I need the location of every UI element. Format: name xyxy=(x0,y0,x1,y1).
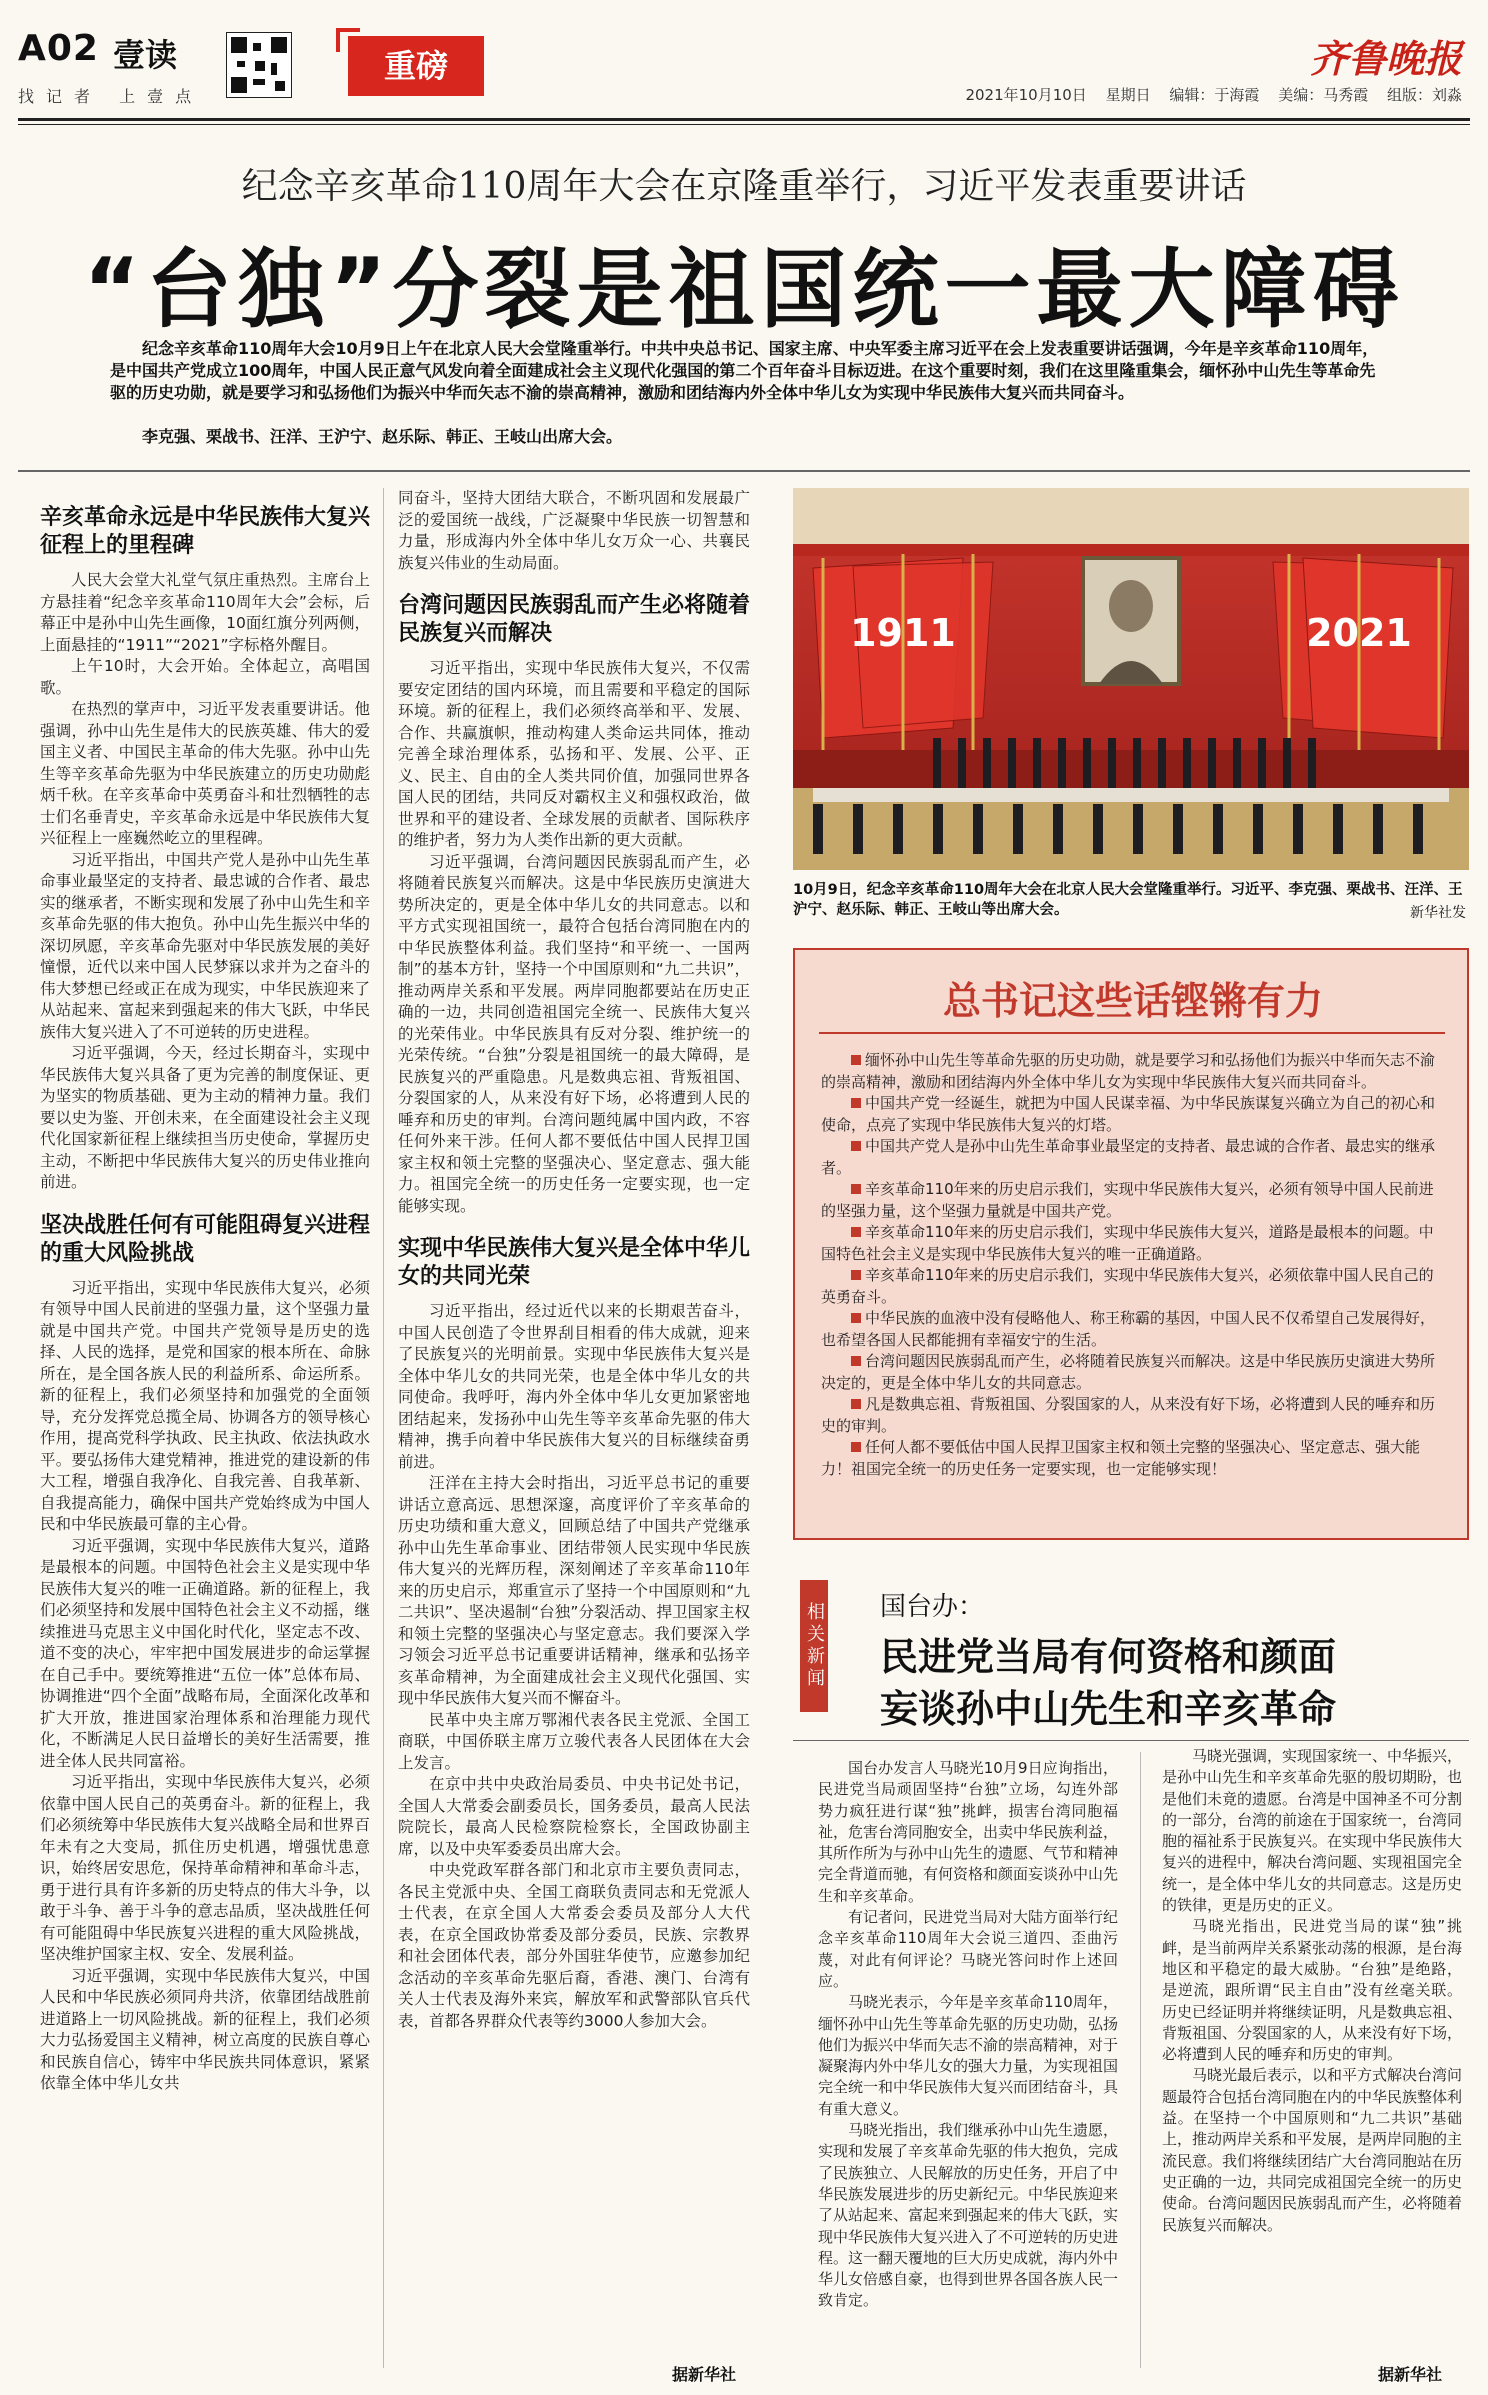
subhead: 实现中华民族伟大复兴是全体中华儿女的共同光荣 xyxy=(398,1236,751,1289)
bullet-icon xyxy=(851,1313,861,1323)
bullet-icon xyxy=(851,1356,861,1366)
article-column-2 xyxy=(398,488,750,2032)
page-number: A02 xyxy=(18,28,99,69)
paragraph: 马晓光指出，我们继承孙中山先生遗愿，实现和发展了辛亥革命先驱的伟大抱负，完成了民族独立、人民解放的历史任务，开启了中华民族发展进步的历史新纪元。中华民族迎来了从站起来、富起来到强起来的伟大飞跃，实现中华民族伟大复兴进入了不可逆转的历史进程。这一翻天覆地的巨大历史成就，海内外中华儿女倍感自豪，也得到世界各国各族人民一致肯定。 xyxy=(818,2121,1119,2310)
issue-weekday: 星期日 xyxy=(1105,86,1151,104)
issue-info xyxy=(951,84,1462,105)
paragraph: 习近平指出，实现中华民族伟大复兴，不仅需要安定团结的国内环境，而且需要和平稳定的国际环境。新的征程上，我们必须终高举和平、发展、合作、共赢旗帜，推动构建人类命运共同体，推动完善全球治理体系，弘扬和平、发展、公平、正义、民主、自由的全人类共同价值，加强同世界各国人民的团结，共同反对霸权主义和强权政治，做世界和平的建设者、全球发展的贡献者、国际秩序的维护者，努力为人类作出新的更大贡献。 xyxy=(398,659,750,849)
lead-attendees: 李克强、栗战书、汪洋、王沪宁、赵乐际、韩正、王岐山出席大会。 xyxy=(142,427,623,446)
bullet-icon xyxy=(851,1184,861,1194)
paragraph: 马晓光指出，民进党当局的谋“独”挑衅，是当前两岸关系紧张动荡的根源，是台海地区和平稳定的最大威胁。“台独”是绝路，是逆流，跟所谓“民主自由”没有丝毫关联。历史已经证明并将继续证明，凡是数典忘祖、背叛祖国、分裂国家的人，从来没有好下场，必将遭到人民的唾弃和历史的审判。 xyxy=(1162,1917,1463,2064)
quote-item: 台湾问题因民族弱乱而产生，必将随着民族复兴而解决。这是中华民族历史演进大势所决定的，更是全体中华儿女的共同意志。 xyxy=(821,1352,1436,1392)
header-rule-thin xyxy=(18,124,1470,125)
headline-rule xyxy=(18,470,1470,472)
quote-item: 辛亥革命110年来的历史启示我们，实现中华民族伟大复兴，道路是最根本的问题。中国特色社会主义是实现中华民族伟大复兴的唯一正确道路。 xyxy=(821,1223,1434,1263)
related-column-2 xyxy=(1162,1746,1462,2236)
paragraph: 在京中共中央政治局委员、中央书记处书记，全国人大常委会副委员长，国务委员，最高人民法院院长，最高人民检察院检察长，全国政协副主席，以及中央军委委员出席大会。 xyxy=(398,1775,750,1858)
issue-date: 2021年10月10日 xyxy=(965,86,1087,104)
paragraph: 习近平强调，实现中华民族伟大复兴，中国人民和中华民族必须同舟共济，依靠团结战胜前进道路上一切风险挑战。新的征程上，我们必须大力弘扬爱国主义精神，树立高度的民族自尊心和民族自信心，铸牢中华民族共同体意识，紧紧依靠全体中华儿女共 xyxy=(40,1966,370,2092)
paragraph: 习近平指出，实现中华民族伟大复兴，必须依靠中国人民自己的英勇奋斗。新的征程上，我们必须统筹中华民族伟大复兴战略全局和世界百年未有之大变局，抓住历史机遇，增强忧患意识，始终居安思危，保持革命精神和革命斗志，勇于进行具有许多新的历史特点的伟大斗争，以敢于斗争、善于斗争的意志品质，坚决战胜任何有可能阻碍中华民族复兴进程的重大风险挑战，坚决维护国家主权、安全、发展利益。 xyxy=(40,1773,370,1963)
quote-item: 中国共产党人是孙中山先生革命事业最坚定的支持者、最忠诚的合作者、最忠实的继承者。 xyxy=(821,1137,1436,1177)
paragraph: 马晓光表示，今年是辛亥革命110周年，缅怀孙中山先生等革命先驱的历史功勋，弘扬他们为振兴中华而矢志不渝的崇高精神，对于凝聚海内外中华儿女的强大力量，为实现祖国完全统一和中华民族伟大复兴而团结奋斗，具有重大意义。 xyxy=(818,1993,1119,2118)
related-headline-line-2: 妄谈孙中山先生和辛亥革命 xyxy=(880,1687,1337,1731)
quote-box-rule xyxy=(819,1032,1445,1034)
quote-item: 中华民族的血液中没有侵略他人、称王称霸的基因，中国人民不仅希望自己发展得好，也希望各国人民都能拥有幸福安宁的生活。 xyxy=(821,1309,1436,1349)
bullet-icon xyxy=(851,1227,861,1237)
newspaper-logo: 齐鲁晚报 xyxy=(1309,36,1462,81)
photo-label-2021: 2021 xyxy=(1306,611,1412,655)
proofreader-credit: 组版：刘淼 xyxy=(1386,86,1462,104)
paragraph: 习近平指出，经过近代以来的长期艰苦奋斗，中国人民创造了令世界刮目相看的伟大成就，迎来了民族复兴的光明前景。实现中华民族伟大复兴是全体中华儿女的共同光荣，也是全体中华儿女的共同使命。我呼吁，海内外全体中华儿女更加紧密地团结起来，发扬孙中山先生等辛亥革命先驱的伟大精神，携手向着中华民族伟大复兴的目标继续奋勇前进。 xyxy=(398,1302,750,1471)
paragraph: 有记者问，民进党当局对大陆方面举行纪念辛亥革命110周年大会说三道四、歪曲污蔑，对此有何评论？马晓光答问时作上述回应。 xyxy=(818,1908,1119,1990)
quote-item: 缅怀孙中山先生等革命先驱的历史功勋，就是要学习和弘扬他们为振兴中华而矢志不渝的崇高精神，激励和团结海内外全体中华儿女为实现中华民族伟大复兴而共同奋斗。 xyxy=(821,1051,1436,1091)
masthead xyxy=(18,28,1470,108)
bullet-icon xyxy=(851,1098,861,1108)
bullet-icon xyxy=(851,1141,861,1151)
quote-item: 凡是数典忘祖、背叛祖国、分裂国家的人，从来没有好下场，必将遭到人民的唾弃和历史的审判。 xyxy=(821,1395,1436,1435)
column-divider xyxy=(1140,1752,1141,2368)
paragraph: 民革中央主席万鄂湘代表各民主党派、全国工商联，中国侨联主席万立骏代表各人民团体在大会上发言。 xyxy=(398,1710,750,1772)
paragraph: 人民大会堂大礼堂气氛庄重热烈。主席台上方悬挂着“纪念辛亥革命110周年大会”会标，后幕正中是孙中山先生画像，10面红旗分列两侧，上面悬挂的“1911”“2021”字标格外醒目。 xyxy=(40,571,370,654)
event-photo xyxy=(793,488,1469,870)
related-headline-line-1: 民进党当局有何资格和颜面 xyxy=(880,1635,1337,1679)
article-column-1 xyxy=(40,504,370,2095)
section-name: 壹读 xyxy=(113,36,178,74)
art-editor-credit: 美编：马秀霞 xyxy=(1278,86,1369,104)
paragraph: 汪洋在主持大会时指出，习近平总书记的重要讲话立意高远、思想深邃，高度评价了辛亥革命的历史功绩和重大意义，回顾总结了中国共产党继承孙中山先生革命事业、团结带领人民实现中华民族伟大复兴的光辉历程，深刻阐述了辛亥革命110年来的历史启示，郑重宣示了坚持一个中国原则和“九二共识”、坚决遏制“台独”分裂活动、捍卫国家主权和领土完整的坚强决心与坚定意志。我们要深入学习领会习近平总书记重要讲话精神，继承和弘扬辛亥革命精神，为全面建成社会主义现代化强国、实现中华民族伟大复兴而不懈奋斗。 xyxy=(398,1474,750,1707)
photo-label-1911: 1911 xyxy=(850,611,956,655)
related-rule xyxy=(793,1740,1469,1741)
slogan: 找记者 上壹点 xyxy=(18,87,204,106)
lead-paragraph: 纪念辛亥革命110周年大会10月9日上午在北京人民大会堂隆重举行。中共中央总书记、国家主席、中央军委主席习近平在会上发表重要讲话强调，今年是辛亥革命110周年，是中国共产党成立100周年，中国人民正意气风发向着全面建成社会主义现代化强国的第二个百年奋斗目标迈进。在这个重要时刻，我们在这里隆重集会，缅怀孙中山先生等革命先驱的历史功勋，就是要学习和弘扬他们为振兴中华而矢志不渝的崇高精神，激励和团结海内外全体中华儿女为实现中华民族伟大复兴而共同奋斗。 xyxy=(110,339,1379,402)
subhead: 辛亥革命永远是中华民族伟大复兴征程上的里程碑 xyxy=(40,505,371,558)
quote-item: 任何人都不要低估中国人民捍卫国家主权和领土完整的坚强决心、坚定意志、强大能力！祖国完全统一的历史任务一定要实现，也一定能够实现！ xyxy=(821,1438,1421,1478)
paragraph: 国台办发言人马晓光10月9日应询指出，民进党当局顽固坚持“台独”立场，勾连外部势力疯狂进行谋“独”挑衅，损害台湾同胞福祉，危害台湾同胞安全，出卖中华民族利益，其所作所为与孙中山先生的遗愿、气节和精神完全背道而驰，有何资格和颜面妄谈孙中山先生和辛亥革命。 xyxy=(818,1759,1119,1905)
quote-box-title: 总书记这些话铿锵有力 xyxy=(942,978,1323,1023)
paragraph: 在热烈的掌声中，习近平发表重要讲话。他强调，孙中山先生是伟大的民族英雄、伟大的爱国主义者、中国民主革命的伟大先驱。孙中山先生等辛亥革命先驱为中华民族建立的历史功勋彪炳千秋。在辛亥革命中英勇奋斗和壮烈牺牲的志士们名垂青史，辛亥革命永远是中华民族伟大复兴征程上一座巍然屹立的里程碑。 xyxy=(40,700,370,847)
subhead: 台湾问题因民族弱乱而产生必将随着民族复兴而解决 xyxy=(398,593,751,646)
paragraph: 习近平强调，今天，经过长期奋斗，实现中华民族伟大复兴具备了更为完善的制度保证、更为坚实的物质基础、更为主动的精神力量。我们要以史为鉴、开创未来，在全面建设社会主义现代化国家新征程上继续担当历史使命，掌握历史主动，不断把中华民族伟大复兴的历史伟业推向前进。 xyxy=(40,1044,370,1191)
column-divider xyxy=(383,488,384,2368)
page-headline: “台独”分裂是祖国统一最大障碍 xyxy=(83,240,1405,340)
paragraph: 中央党政军群各部门和北京市主要负责同志，各民主党派中央、全国工商联负责同志和无党派人士代表，在京全国人大常委会委员及部分人大代表，在京全国政协常委及部分委员，民族、宗教界和社会团体代表，部分外国驻华使节，应邀参加纪念活动的辛亥革命先驱后裔，香港、澳门、台湾有关人士代表及海外来宾，解放军和武警部队官兵代表，首都各界群众代表等约3000人参加大会。 xyxy=(398,1861,750,2030)
quote-item: 辛亥革命110年来的历史启示我们，实现中华民族伟大复兴，必须有领导中国人民前进的坚强力量，这个坚强力量就是中国共产党。 xyxy=(821,1180,1434,1220)
quote-list xyxy=(821,1050,1445,1480)
header-rule xyxy=(18,118,1470,121)
photo-illustration xyxy=(793,488,1469,870)
section-tag: 重磅 xyxy=(348,36,484,96)
paragraph: 马晓光最后表示，以和平方式解决台湾问题最符合包括台湾同胞在内的中华民族整体利益。在坚持一个中国原则和“九二共识”基础上，推动两岸关系和平发展，是两岸同胞的主流民意。我们将继续团结广大台湾同胞站在历史正确的一边，共同完成祖国完全统一的历史使命。台湾问题因民族弱乱而产生，必将随着民族复兴而解决。 xyxy=(1162,2066,1463,2234)
quote-item: 中国共产党一经诞生，就把为中国人民谋幸福、为中华民族谋复兴确立为自己的初心和使命，点亮了实现中华民族伟大复兴的灯塔。 xyxy=(821,1094,1436,1134)
headline-kicker: 纪念辛亥革命110周年大会在京隆重举行，习近平发表重要讲话 xyxy=(241,166,1247,207)
related-source: 国台办： xyxy=(880,1592,985,1622)
related-column-1 xyxy=(818,1758,1118,2312)
quote-box xyxy=(793,948,1469,1540)
related-credit: 据新华社 xyxy=(1378,2365,1443,2384)
bullet-icon xyxy=(851,1055,861,1065)
article-credit: 据新华社 xyxy=(672,2365,737,2384)
subhead: 坚决战胜任何有可能阻碍复兴进程的重大风险挑战 xyxy=(40,1212,371,1266)
paragraph: 同奋斗，坚持大团结大联合，不断巩固和发展最广泛的爱国统一战线，广泛凝聚中华民族一切智慧和力量，形成海内外全体中华儿女万众一心、共襄民族复兴伟业的生动局面。 xyxy=(398,489,750,572)
bullet-icon xyxy=(851,1270,861,1280)
paragraph: 习近平强调，实现中华民族伟大复兴，道路是最根本的问题。中国特色社会主义是实现中华民族伟大复兴的唯一正确道路。新的征程上，我们必须坚持和发展中国特色社会主义不动摇，继续推进马克思主义中国化时代化，坚定志不改、道不变的决心，牢牢把中国发展进步的命运掌握在自己手中。要统筹推进“五位一体”总体布局、协调推进“四个全面”战略布局，全面深化改革和扩大开放，推进国家治理体系和治理能力现代化，不断满足人民日益增长的美好生活需要，推进全体人民共同富裕。 xyxy=(40,1536,370,1770)
paragraph: 上午10时，大会开始。全体起立，高唱国歌。 xyxy=(40,657,370,697)
related-news-tag: 相关新闻 xyxy=(800,1580,828,1712)
paragraph: 习近平强调，台湾问题因民族弱乱而产生，必将随着民族复兴而解决。这是中华民族历史演进大势所决定的，更是全体中华儿女的共同意志。以和平方式实现祖国统一，最符合包括台湾同胞在内的中华民族整体利益。我们坚持“和平统一、一国两制”的基本方针，坚持一个中国原则和“九二共识”，推动两岸关系和平发展。两岸同胞都要站在历史正确的一边，共同创造祖国完全统一、民族伟大复兴的光荣伟业。中华民族具有反对分裂、维护统一的光荣传统。“台独”分裂是祖国统一的最大障碍，是民族复兴的严重隐患。凡是数典忘祖、背叛祖国、分裂国家的人，从来没有好下场，必将遭到人民的唾弃和历史的审判。台湾问题纯属中国内政，不容任何外来干涉。任何人都不要低估中国人民捍卫国家主权和领土完整的坚强决心、坚定意志、强大能力。祖国完全统一的历史任务一定要实现，也一定能够实现。 xyxy=(398,852,750,1215)
paragraph: 习近平指出，实现中华民族伟大复兴，必须有领导中国人民前进的坚强力量，这个坚强力量就是中国共产党。中国共产党领导是历史的选择、人民的选择，是党和国家的根本所在、命脉所在，是全国各族人民的利益所系、命运所系。新的征程上，我们必须坚持和加强党的全面领导，充分发挥党总揽全局、协调各方的领导核心作用，提高党科学执政、民主执政、依法执政水平。要弘扬伟大建党精神，推进党的建设新的伟大工程，增强自我净化、自我完善、自我革新、自我提高能力，确保中国共产党始终成为中国人民和中华民族最可靠的主心骨。 xyxy=(40,1278,370,1533)
photo-caption: 10月9日，纪念辛亥革命110周年大会在北京人民大会堂隆重举行。习近平、李克强、栗战书、汪洋、王沪宁、赵乐际、韩正、王岐山等出席大会。 xyxy=(793,882,1463,918)
photo-credit: 新华社发 xyxy=(1410,905,1466,921)
editor-credit: 编辑：于海霞 xyxy=(1169,86,1260,104)
bullet-icon xyxy=(851,1442,861,1452)
quote-item: 辛亥革命110年来的历史启示我们，实现中华民族伟大复兴，必须依靠中国人民自己的英勇奋斗。 xyxy=(821,1266,1434,1306)
paragraph: 习近平指出，中国共产党人是孙中山先生革命事业最坚定的支持者、最忠诚的合作者、最忠实的继承者，不断实现和发展了孙中山先生和辛亥革命先驱的伟大抱负。孙中山先生振兴中华的深切夙愿，辛亥革命先驱对中华民族发展的美好憧憬，近代以来中国人民梦寐以求并为之奋斗的伟大梦想已经或正在成为现实，中华民族迎来了从站起来、富起来到强起来的伟大飞跃，中华民族伟大复兴进入了不可逆转的历史进程。 xyxy=(40,850,370,1041)
paragraph: 马晓光强调，实现国家统一、中华振兴，是孙中山先生和辛亥革命先驱的殷切期盼，也是他们未竟的遗愿。台湾是中国神圣不可分割的一部分，台湾的前途在于国家统一，台湾同胞的福祉系于民族复兴。在实现中华民族伟大复兴的进程中，解决台湾问题、实现祖国完全统一，是全体中华儿女的共同意志。这是历史的铁律，更是历史的正义。 xyxy=(1162,1747,1463,1915)
bullet-icon xyxy=(851,1399,861,1409)
qr-code-icon xyxy=(226,32,292,98)
